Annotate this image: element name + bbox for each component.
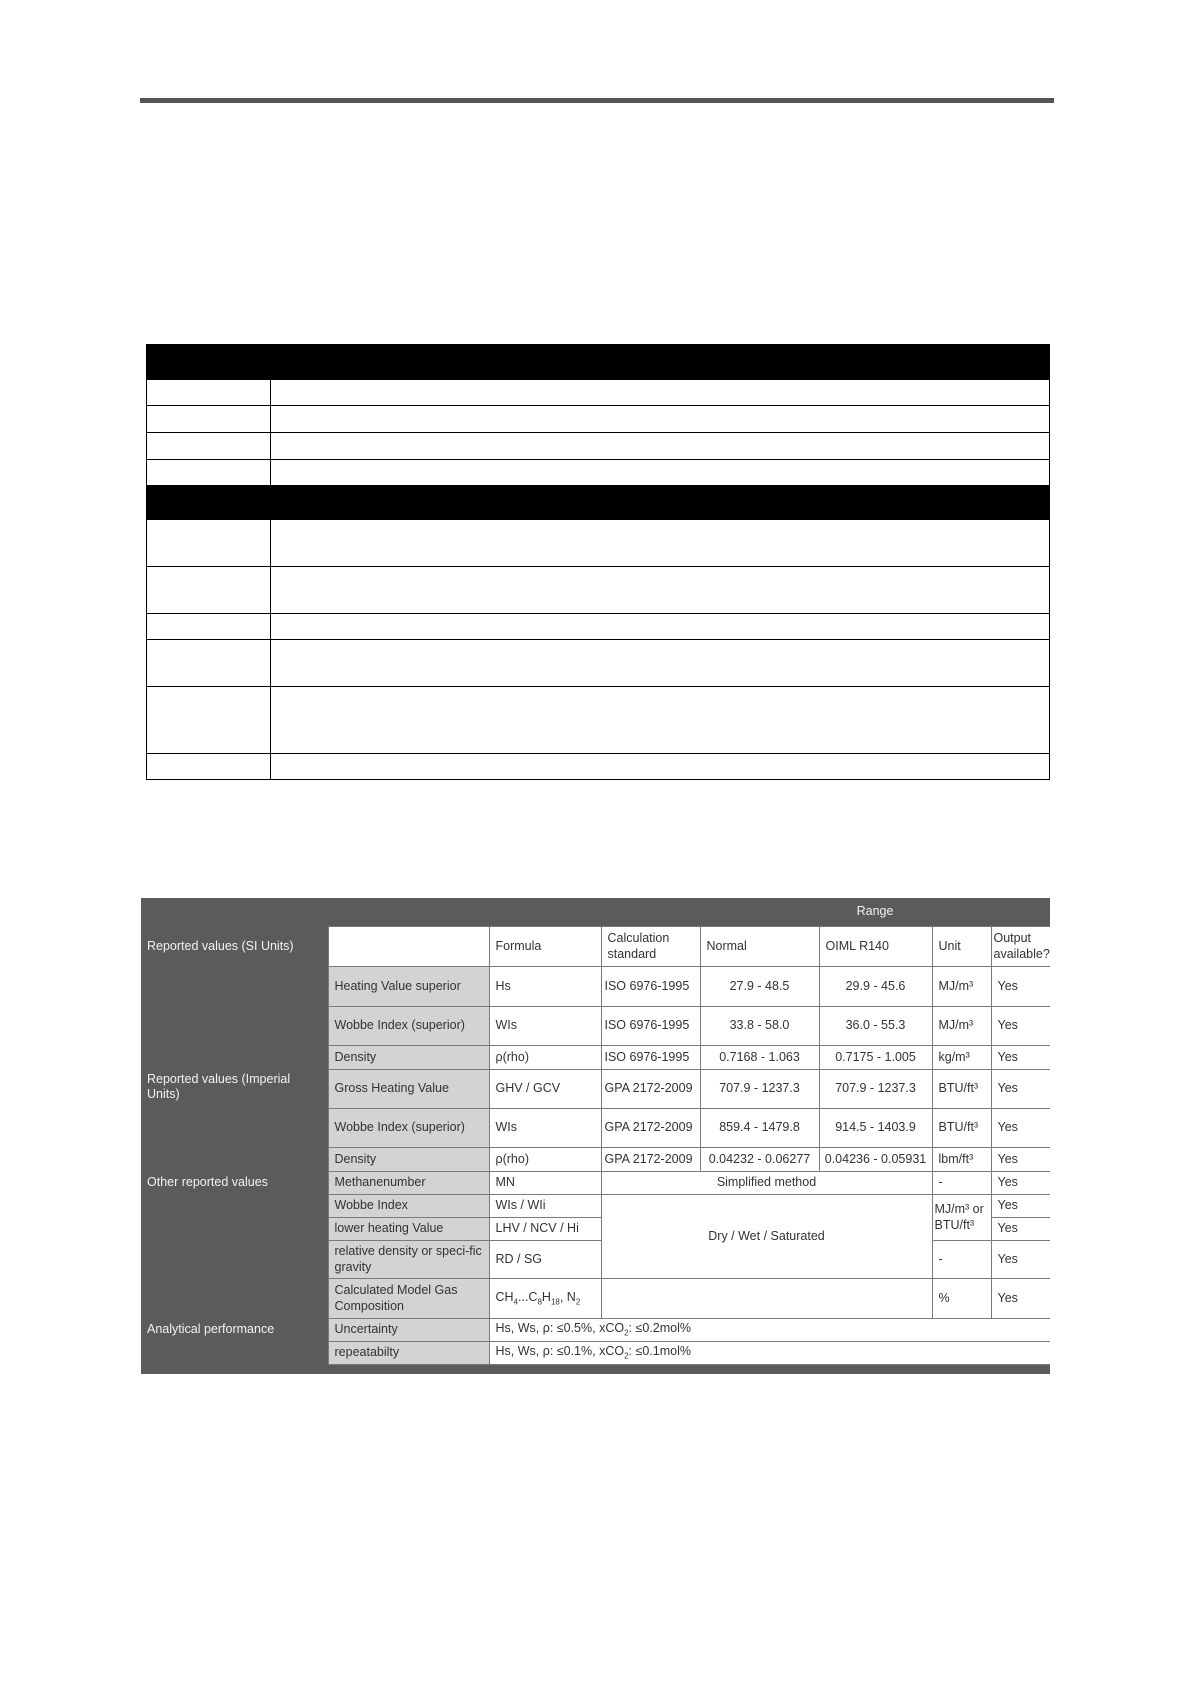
row-oiml: 0.7175 - 1.005	[819, 1046, 932, 1070]
table-row	[141, 1046, 1050, 1070]
row-normal: 27.9 - 48.5	[700, 967, 819, 1007]
row-name: Wobbe Index	[328, 1195, 489, 1218]
row-merged-conditions: Dry / Wet / Saturated	[601, 1195, 932, 1279]
spec-row	[147, 754, 1050, 780]
row-output: Yes	[991, 1046, 1050, 1070]
row-oiml: 29.9 - 45.6	[819, 967, 932, 1007]
spec-row	[147, 687, 1050, 754]
row-unit: MJ/m³	[932, 967, 991, 1007]
row-formula: ρ(rho)	[489, 1046, 601, 1070]
group-label-analytical: Analytical performance	[141, 1319, 328, 1342]
spec-table	[146, 344, 1050, 780]
row-output: Yes	[991, 1109, 1050, 1148]
header-oiml: OIML R140	[819, 927, 932, 967]
row-unit: MJ/m³	[932, 1007, 991, 1046]
row-name: Gross Heating Value	[328, 1070, 489, 1109]
row-unit: BTU/ft³	[932, 1109, 991, 1148]
row-oiml: 914.5 - 1403.9	[819, 1109, 932, 1148]
row-name: Wobbe Index (superior)	[328, 1109, 489, 1148]
row-name: Wobbe Index (superior)	[328, 1007, 489, 1046]
row-name: Heating Value superior	[328, 967, 489, 1007]
row-standard: GPA 2172-2009	[601, 1148, 700, 1172]
row-name: Density	[328, 1148, 489, 1172]
formula-part: H	[541, 1289, 551, 1304]
spec-row	[147, 406, 1050, 433]
row-output: Yes	[991, 1172, 1050, 1195]
row-standard: GPA 2172-2009	[601, 1070, 700, 1109]
column-header-row	[141, 927, 1050, 967]
row-merged-unit: MJ/m³ or BTU/ft³	[932, 1195, 991, 1241]
group-label-imperial: Reported values (Imperial Units)	[141, 1070, 328, 1109]
row-output: Yes	[991, 1148, 1050, 1172]
spec-row	[147, 433, 1050, 460]
row-spec	[489, 1342, 1050, 1365]
spec-section-bar	[147, 345, 1050, 380]
row-name: Density	[328, 1046, 489, 1070]
row-unit: BTU/ft³	[932, 1070, 991, 1109]
row-normal: 859.4 - 1479.8	[700, 1109, 819, 1148]
group-label-other: Other reported values	[141, 1172, 328, 1195]
spec-part: Hs, Ws, ρ: ≤0.1%, xCO	[495, 1344, 625, 1359]
row-name: lower heating Value	[328, 1218, 489, 1241]
spec-row	[147, 567, 1050, 614]
row-unit: -	[932, 1241, 991, 1279]
row-normal: 0.04232 - 0.06277	[700, 1148, 819, 1172]
row-output: Yes	[991, 1218, 1050, 1241]
row-name: Uncertainty	[328, 1319, 489, 1342]
row-oiml: 0.04236 - 0.05931	[819, 1148, 932, 1172]
row-standard: ISO 6976-1995	[601, 1007, 700, 1046]
spec-part: : ≤0.1mol%	[628, 1344, 691, 1359]
row-formula-composition	[489, 1279, 601, 1319]
row-unit: kg/m³	[932, 1046, 991, 1070]
table-row	[141, 967, 1050, 1007]
header-unit: Unit	[932, 927, 991, 967]
spec-part: Hs, Ws, ρ: ≤0.5%, xCO	[495, 1321, 625, 1336]
header-formula: Formula	[489, 927, 601, 967]
row-name: Methanenumber	[328, 1172, 489, 1195]
header-normal: Normal	[700, 927, 819, 967]
row-oiml: 707.9 - 1237.3	[819, 1070, 932, 1109]
table-row	[141, 1070, 1050, 1109]
row-normal: 33.8 - 58.0	[700, 1007, 819, 1046]
formula-part: , N	[559, 1289, 576, 1304]
row-name: Calculated Model Gas Composition	[328, 1279, 489, 1319]
row-standard: ISO 6976-1995	[601, 1046, 700, 1070]
row-unit: lbm/ft³	[932, 1148, 991, 1172]
row-output: Yes	[991, 1195, 1050, 1218]
range-table	[141, 898, 1050, 1365]
row-formula: GHV / GCV	[489, 1070, 601, 1109]
row-output: Yes	[991, 1241, 1050, 1279]
formula-part: ...C	[518, 1289, 538, 1304]
formula-part: 18	[550, 1297, 560, 1307]
header-calc-standard: Calculation standard	[601, 927, 700, 967]
row-spec	[489, 1319, 1050, 1342]
spec-row	[147, 460, 1050, 486]
table-row	[141, 1148, 1050, 1172]
spec-part: 2	[624, 1328, 629, 1338]
table-row	[141, 1319, 1050, 1342]
spec-row	[147, 614, 1050, 640]
range-label: Range	[700, 898, 1050, 927]
row-name: repeatabilty	[328, 1342, 489, 1365]
row-formula: MN	[489, 1172, 601, 1195]
header-output: Output available?	[991, 927, 1050, 967]
spec-row	[147, 640, 1050, 687]
row-output: Yes	[991, 967, 1050, 1007]
spec-part: : ≤0.2mol%	[628, 1321, 691, 1336]
spec-row	[147, 380, 1050, 406]
row-formula: WIs / WIi	[489, 1195, 601, 1218]
row-merged-method: Simplified method	[601, 1172, 932, 1195]
table-row	[141, 1109, 1050, 1148]
formula-part: 4	[513, 1297, 519, 1307]
table-row	[141, 1342, 1050, 1365]
row-name: relative density or speci-fic gravity	[328, 1241, 489, 1279]
table-row	[141, 1195, 1050, 1218]
row-standard: GPA 2172-2009	[601, 1109, 700, 1148]
formula-part: 8	[537, 1297, 542, 1307]
row-normal: 707.9 - 1237.3	[700, 1070, 819, 1109]
header-rule	[140, 98, 1054, 103]
row-unit: %	[932, 1279, 991, 1319]
range-header-row	[141, 898, 1050, 927]
group-label-si: Reported values (SI Units)	[141, 927, 328, 967]
formula-part: 2	[575, 1297, 581, 1307]
spec-part: 2	[624, 1351, 629, 1361]
row-standard: ISO 6976-1995	[601, 967, 700, 1007]
row-formula: RD / SG	[489, 1241, 601, 1279]
spec-row	[147, 520, 1050, 567]
row-oiml: 36.0 - 55.3	[819, 1007, 932, 1046]
range-table-panel	[141, 898, 1050, 1374]
header-blank	[328, 927, 489, 967]
row-formula: WIs	[489, 1007, 601, 1046]
row-formula: Hs	[489, 967, 601, 1007]
row-formula: WIs	[489, 1109, 601, 1148]
row-formula: ρ(rho)	[489, 1148, 601, 1172]
table-row	[141, 1172, 1050, 1195]
table-row	[141, 1007, 1050, 1046]
row-output: Yes	[991, 1070, 1050, 1109]
row-empty	[601, 1279, 932, 1319]
row-unit: -	[932, 1172, 991, 1195]
spec-section-bar	[147, 486, 1050, 520]
formula-part: CH	[495, 1289, 514, 1304]
row-normal: 0.7168 - 1.063	[700, 1046, 819, 1070]
row-output: Yes	[991, 1279, 1050, 1319]
row-output: Yes	[991, 1007, 1050, 1046]
row-formula: LHV / NCV / Hi	[489, 1218, 601, 1241]
table-row	[141, 1279, 1050, 1319]
